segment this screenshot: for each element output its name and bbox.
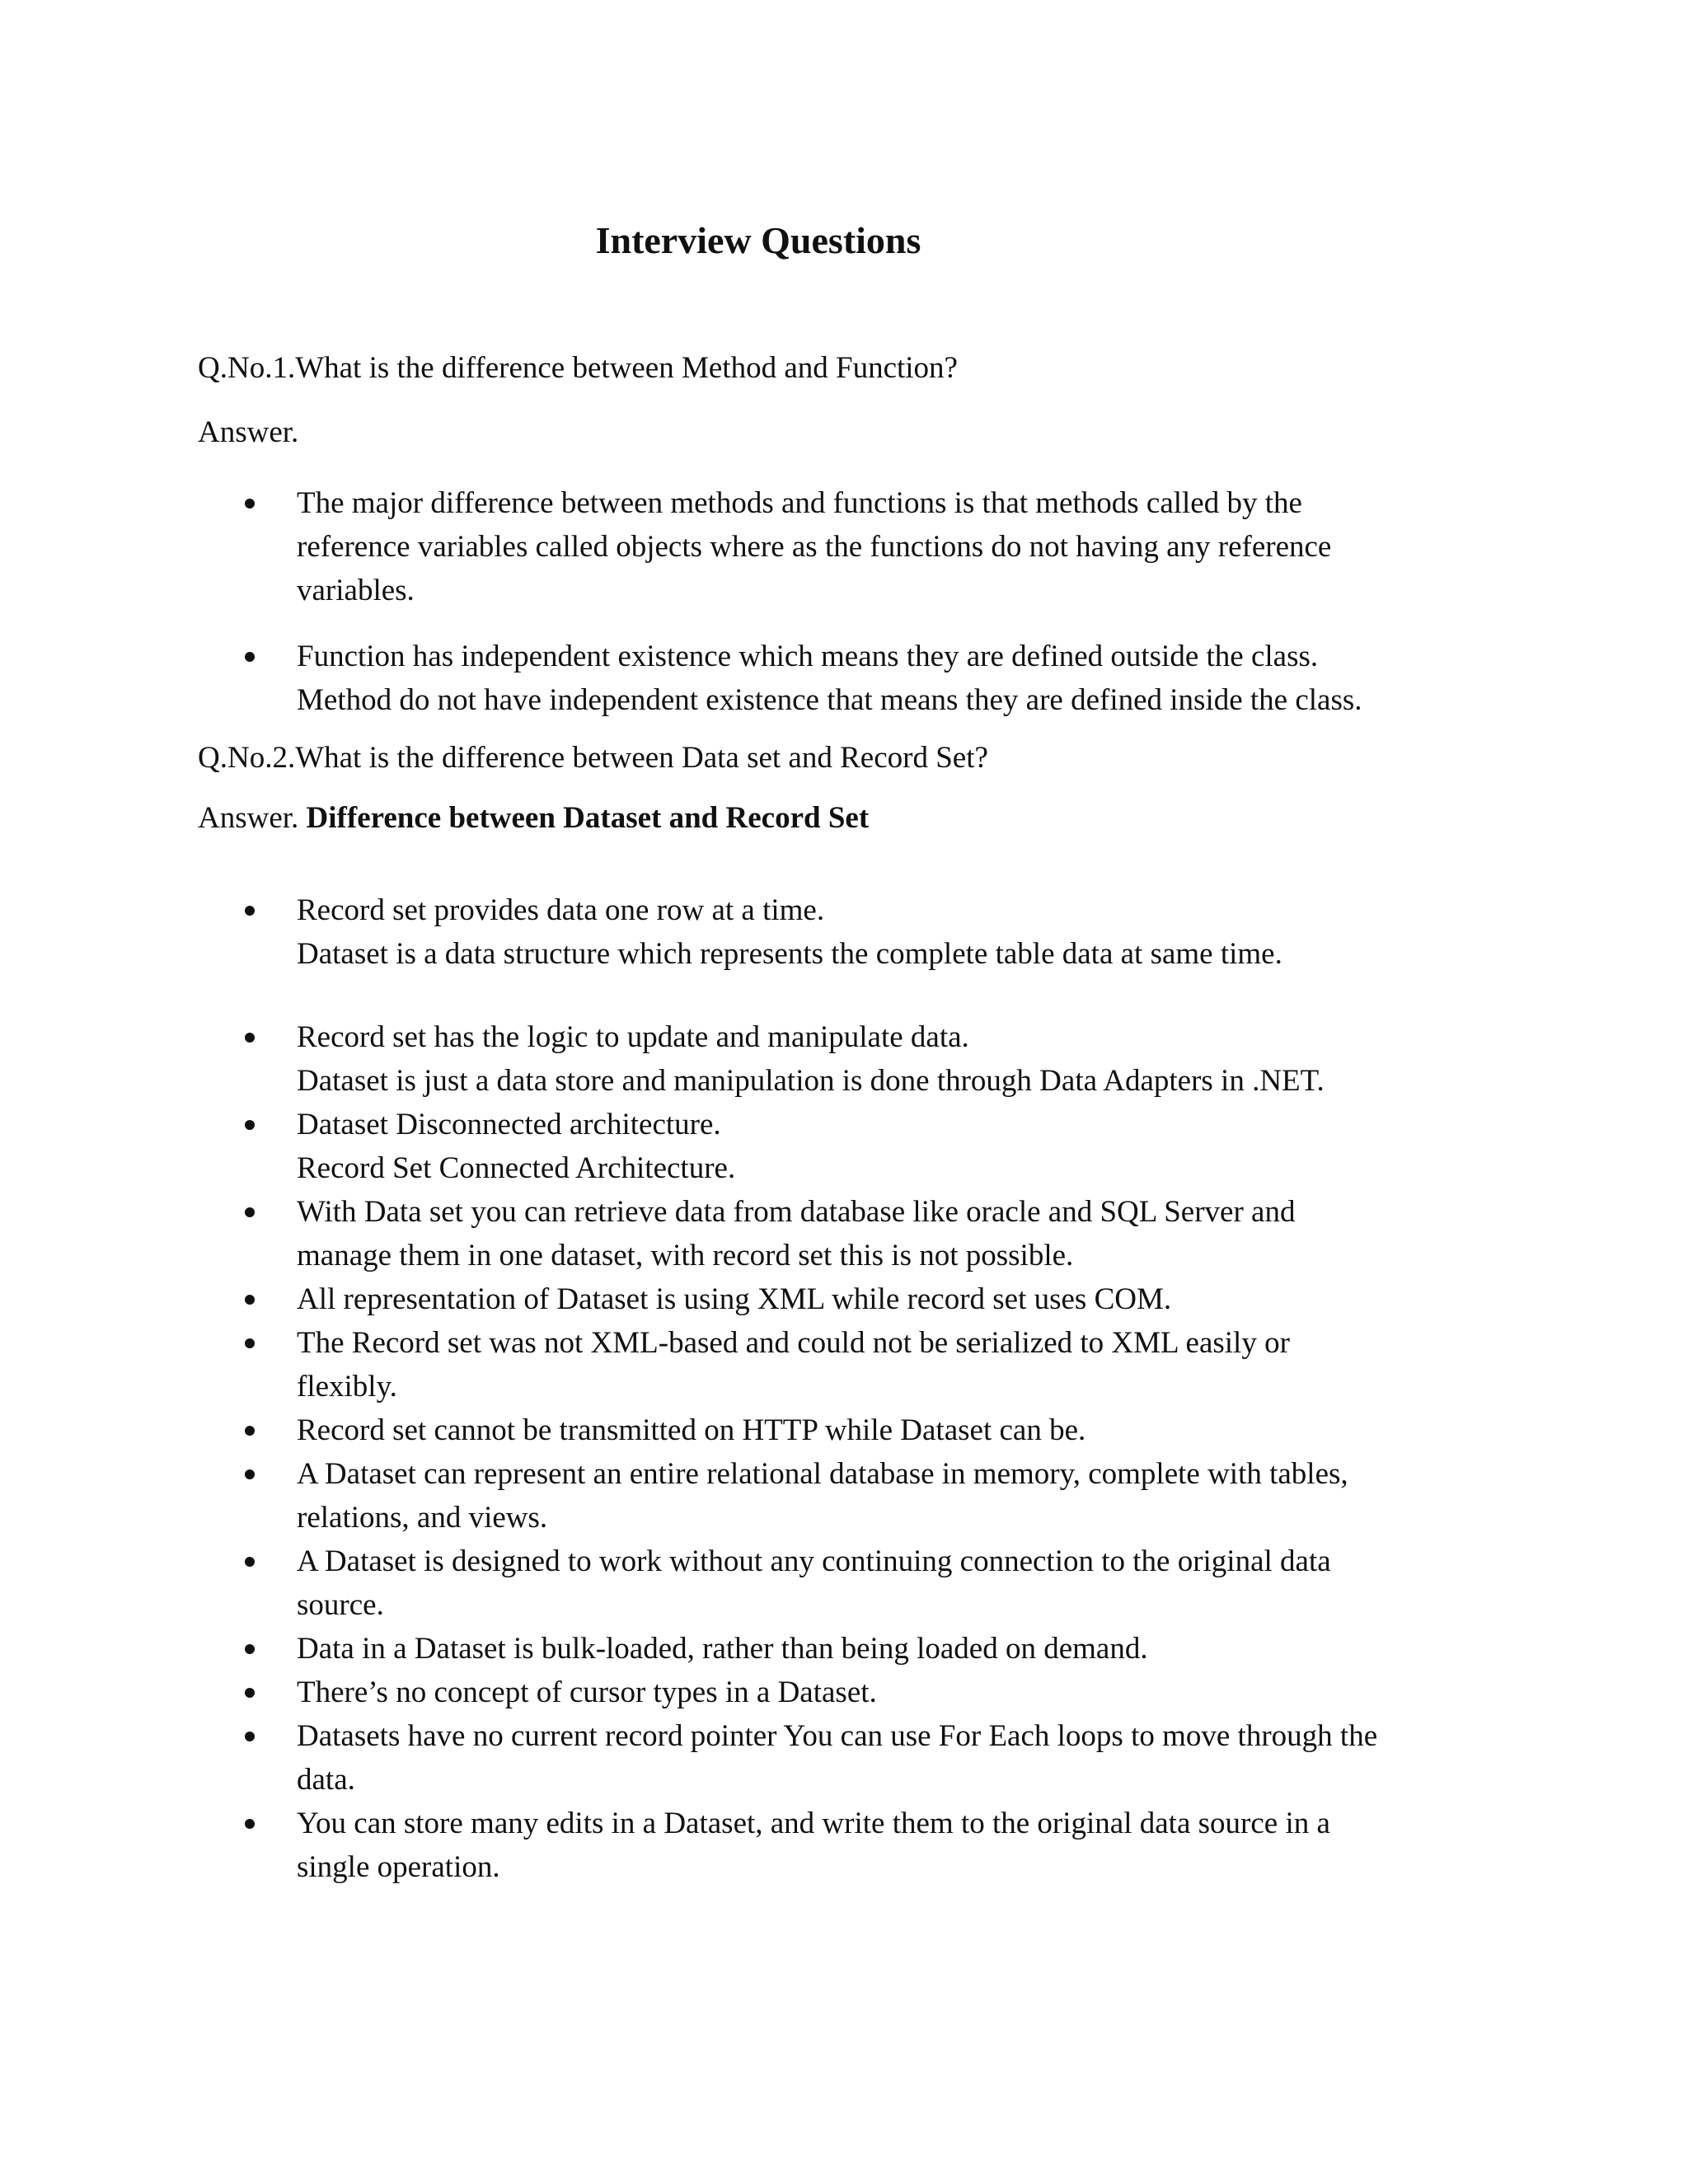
bullet-icon bbox=[245, 1644, 255, 1654]
list-item bbox=[0, 1452, 1688, 1540]
answer-2-heading: Difference between Dataset and Record Set bbox=[306, 801, 870, 835]
list-item bbox=[0, 1408, 1688, 1452]
list-item bbox=[0, 1671, 1688, 1714]
bullet-icon bbox=[245, 1295, 255, 1305]
list-item bbox=[0, 1190, 1688, 1277]
list-item-text: Record set cannot be transmitted on HTTP while Dataset can be. bbox=[297, 1413, 1086, 1447]
bullet-icon bbox=[245, 1469, 255, 1479]
answer-1-label: Answer. bbox=[198, 415, 299, 449]
list-item bbox=[0, 635, 1688, 722]
bullet-icon bbox=[245, 1426, 255, 1436]
page-title: Interview Questions bbox=[595, 219, 921, 261]
list-item bbox=[0, 1321, 1688, 1408]
bullet-icon bbox=[245, 906, 255, 916]
bullet-icon bbox=[245, 1033, 255, 1043]
list-item-text: The Record set was not XML-based and could not be serialized to XML easily or flexibly. bbox=[297, 1326, 1290, 1404]
bullet-icon bbox=[245, 1557, 255, 1567]
list-item-text: The major difference between methods and functions is that methods called by the reference variables called objects where as the functions do not having any reference variables. bbox=[297, 486, 1332, 607]
bullet-icon bbox=[245, 1688, 255, 1698]
question-2: Q.No.2.What is the difference between Data set and Record Set? bbox=[198, 741, 988, 775]
list-item bbox=[0, 1802, 1688, 1889]
answer-2-label: Answer. bbox=[198, 801, 299, 835]
list-item-text: There’s no concept of cursor types in a Dataset. bbox=[297, 1675, 877, 1709]
list-item bbox=[0, 481, 1688, 612]
list-item bbox=[0, 1103, 1688, 1190]
bullet-icon bbox=[245, 1207, 255, 1217]
bullet-icon bbox=[245, 1819, 255, 1829]
list-item bbox=[0, 1627, 1688, 1671]
list-item-text: You can store many edits in a Dataset, and write them to the original data source in a single operation. bbox=[297, 1807, 1330, 1884]
list-item-text: Data in a Dataset is bulk-loaded, rather than being loaded on demand. bbox=[297, 1632, 1148, 1666]
list-item-text: With Data set you can retrieve data from database like oracle and SQL Server and manage them in one dataset, with record set this is not possible. bbox=[297, 1195, 1296, 1272]
bullet-icon bbox=[245, 499, 255, 509]
list-item-text: A Dataset can represent an entire relational database in memory, complete with tables, relations, and views. bbox=[297, 1457, 1348, 1535]
list-item-text: Function has independent existence which means they are defined outside the class. Method do not have independent existence that means they are defined inside the class. bbox=[297, 640, 1362, 717]
question-1: Q.No.1.What is the difference between Method and Function? bbox=[198, 351, 958, 385]
list-item-text: All representation of Dataset is using XML while record set uses COM. bbox=[297, 1282, 1172, 1316]
answer-2-list bbox=[0, 888, 1688, 1889]
list-item bbox=[0, 1015, 1688, 1103]
bullet-icon bbox=[245, 652, 255, 662]
answer-1-list bbox=[0, 481, 1688, 722]
list-item-text: Record set provides data one row at a time. Dataset is a data structure which represents the complete table data at same time. bbox=[297, 893, 1282, 971]
bullet-icon bbox=[245, 1338, 255, 1348]
list-item-text: Datasets have no current record pointer You can use For Each loops to move through the data. bbox=[297, 1719, 1378, 1797]
list-item bbox=[0, 1277, 1688, 1321]
list-item-text: Dataset Disconnected architecture. Record Set Connected Architecture. bbox=[297, 1108, 736, 1185]
bullet-icon bbox=[245, 1732, 255, 1741]
list-item bbox=[0, 1714, 1688, 1802]
list-item bbox=[0, 888, 1688, 976]
bullet-icon bbox=[245, 1120, 255, 1130]
list-item-text: A Dataset is designed to work without any continuing connection to the original data source. bbox=[297, 1544, 1331, 1622]
list-item-text: Record set has the logic to update and manipulate data. Dataset is just a data store and manipulation is done through Data Adapters in .NET. bbox=[297, 1020, 1325, 1098]
answer-2-line bbox=[198, 796, 869, 840]
list-item bbox=[0, 1540, 1688, 1627]
